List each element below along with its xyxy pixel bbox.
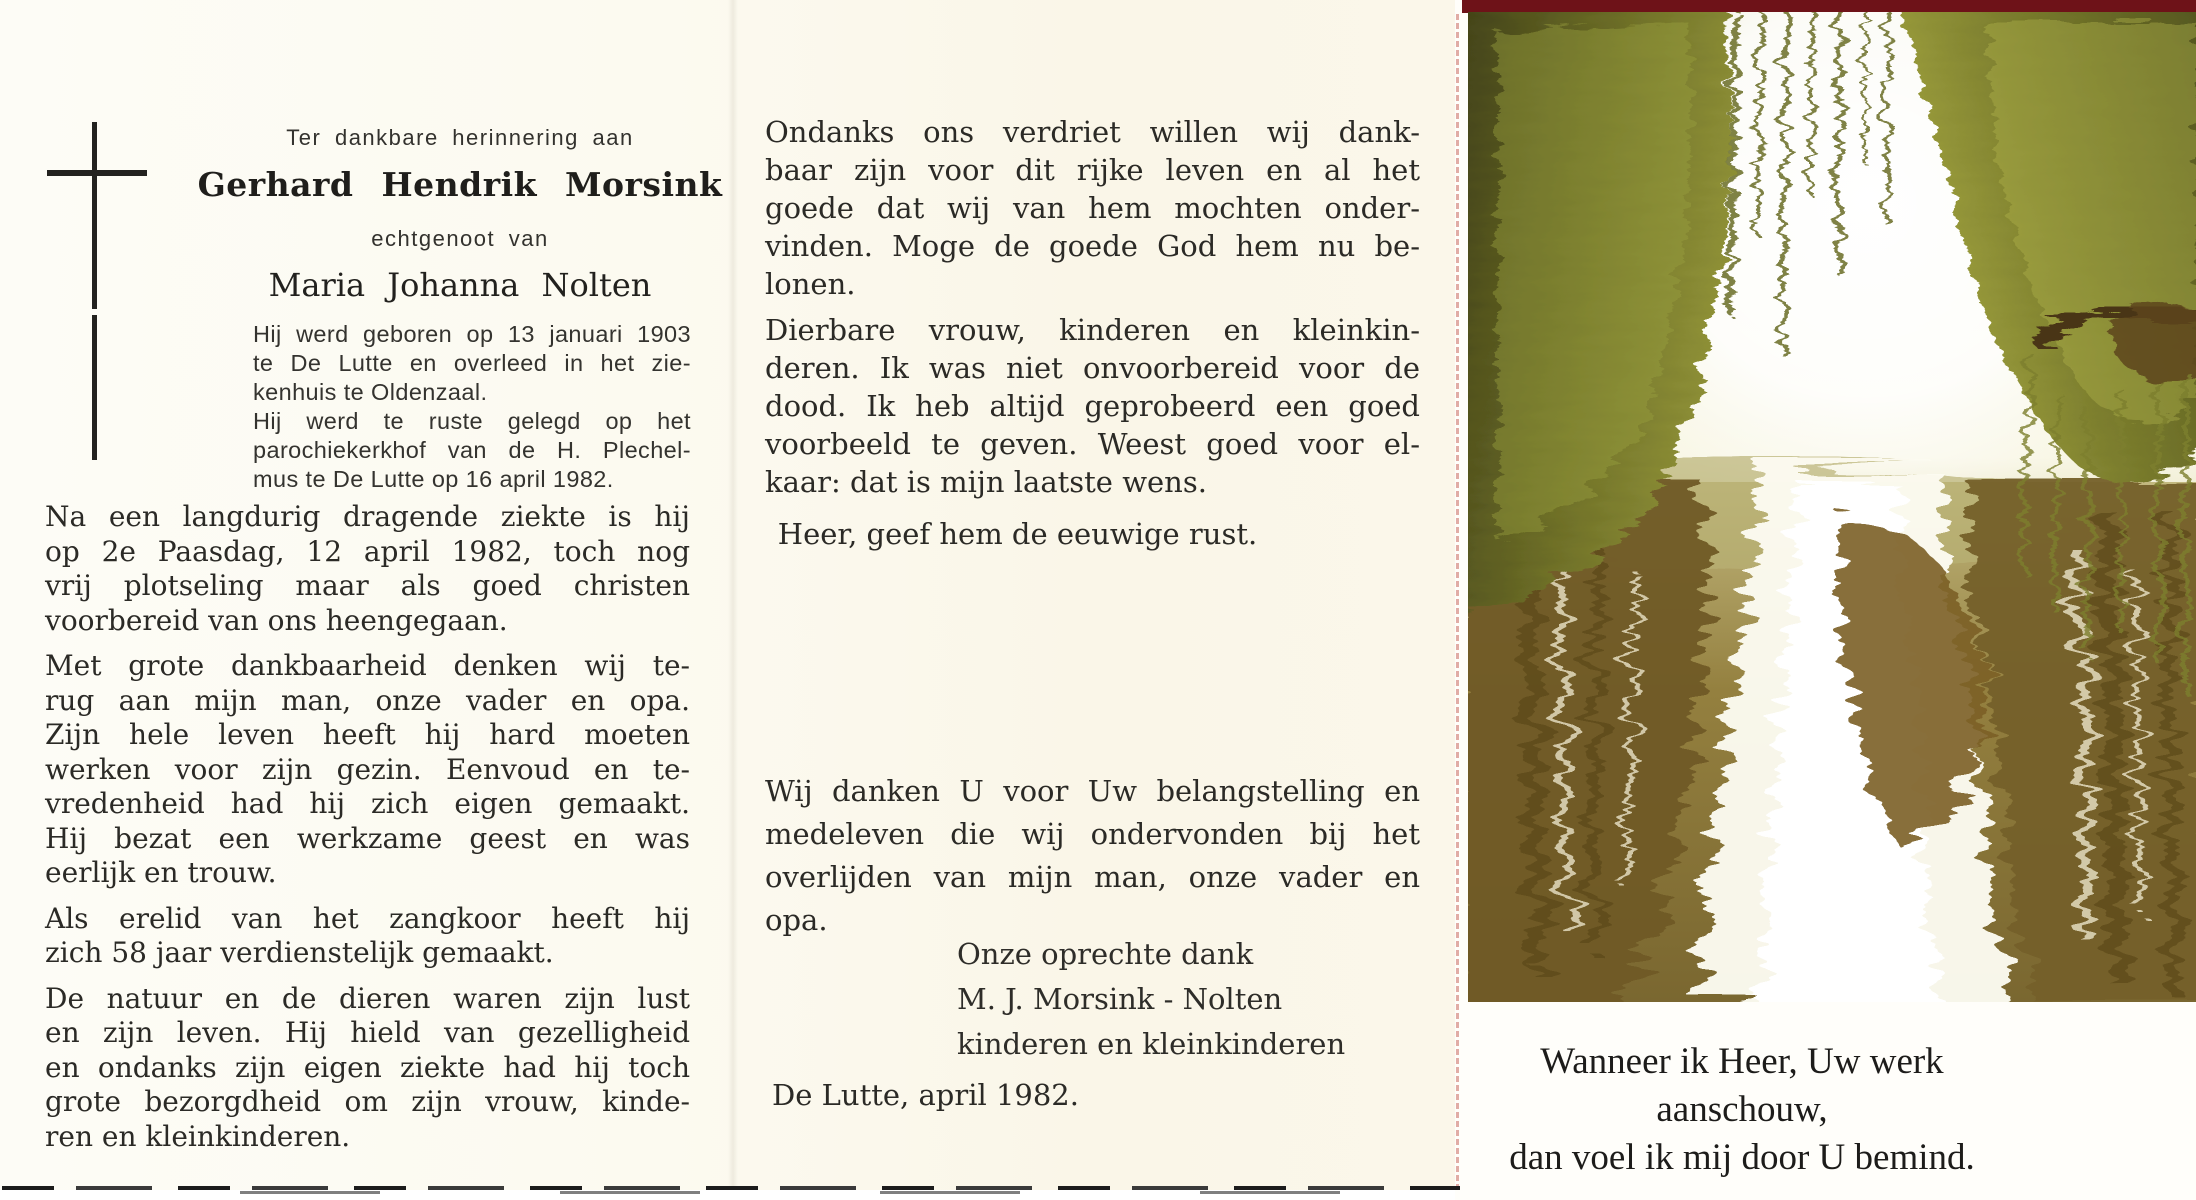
spouse-name: Maria Johanna Nolten <box>268 266 652 304</box>
card-bottom-edge <box>2 1186 1460 1190</box>
middle-page-body <box>765 113 1420 553</box>
bio-paragraph: Hij werd geboren op 13 januari 1903 te De Lutte en overleed in het zie- kenhuis te Oldenzaal. <box>253 321 691 405</box>
deceased-name: Gerhard Hendrik Morsink <box>197 165 723 204</box>
paragraph: Ondanks ons verdriet willen wij dank- baar zijn voor dit rijke leven en al het goede dat wij van hem mochten onder- vinden. Moge de goede God hem nu be- lonen. <box>765 115 1420 301</box>
thanks-paragraph: Wij danken U voor Uw belangstelling en medeleven die wij ondervonden bij het overlijden van mijn man, onze vader en opa. <box>765 774 1420 937</box>
card-bottom-edge-shadow <box>60 1191 1440 1194</box>
intro-line: Ter dankbare herinnering aan <box>286 125 634 150</box>
verse-text: Wanneer ik Heer, Uw werk aanschouw, dan voel ik mij door U bemind. <box>1509 1041 1975 1178</box>
bio-block <box>253 320 691 494</box>
bio-paragraph: Hij werd te ruste gelegd op het parochiekerkhof van de H. Plechel- mus te De Lutte op 16 april 1982. <box>253 408 691 492</box>
paragraph: Dierbare vrouw, kinderen en kleinkin- deren. Ik was niet onvoorbereid voor de dood. Ik heb altijd geprobeerd een goed voorbeeld te geven. Weest goed voor el- kaar: dat is mijn laatste wens. <box>765 313 1420 499</box>
photo-panel-fold-line <box>1456 14 1459 1190</box>
paragraph: Als erelid van het zangkoor heeft hij zich 58 jaar verdienstelijk gemaakt. <box>45 901 690 969</box>
relation-line: echtgenoot van <box>371 226 549 251</box>
willow-water-photo <box>1468 12 2196 1002</box>
paragraph: Met grote dankbaarheid denken wij te- rug aan mijn man, onze vader en opa. Zijn hele leven heeft hij hard moeten werken voor zijn gezin. Eenvoud en te- vredenheid had hij zich eigen gemaakt. Hij bezat een werkzame geest en was eerlijk en trouw. <box>45 649 690 889</box>
dateline: De Lutte, april 1982. <box>772 1078 1079 1112</box>
left-page-body <box>45 500 690 1165</box>
paragraph: Na een langdurig dragende ziekte is hij op 2e Paasdag, 12 april 1982, toch nog vrij plotseling maar als goed christen voorbereid van ons heengegaan. <box>45 500 690 637</box>
prayer-line: Heer, geef hem de eeuwige rust. <box>777 517 1258 551</box>
memorial-header <box>185 125 735 304</box>
closing-signature: Onze oprechte dank M. J. Morsink - Nolten kinderen en kleinkinderen <box>957 937 1346 1061</box>
paragraph: De natuur en de dieren waren zijn lust en zijn leven. Hij hield van gezelligheid en ondanks zijn eigen ziekte had hij toch grote bezorgdheid om zijn vrouw, kinde- ren en kleinkinderen. <box>45 981 690 1153</box>
